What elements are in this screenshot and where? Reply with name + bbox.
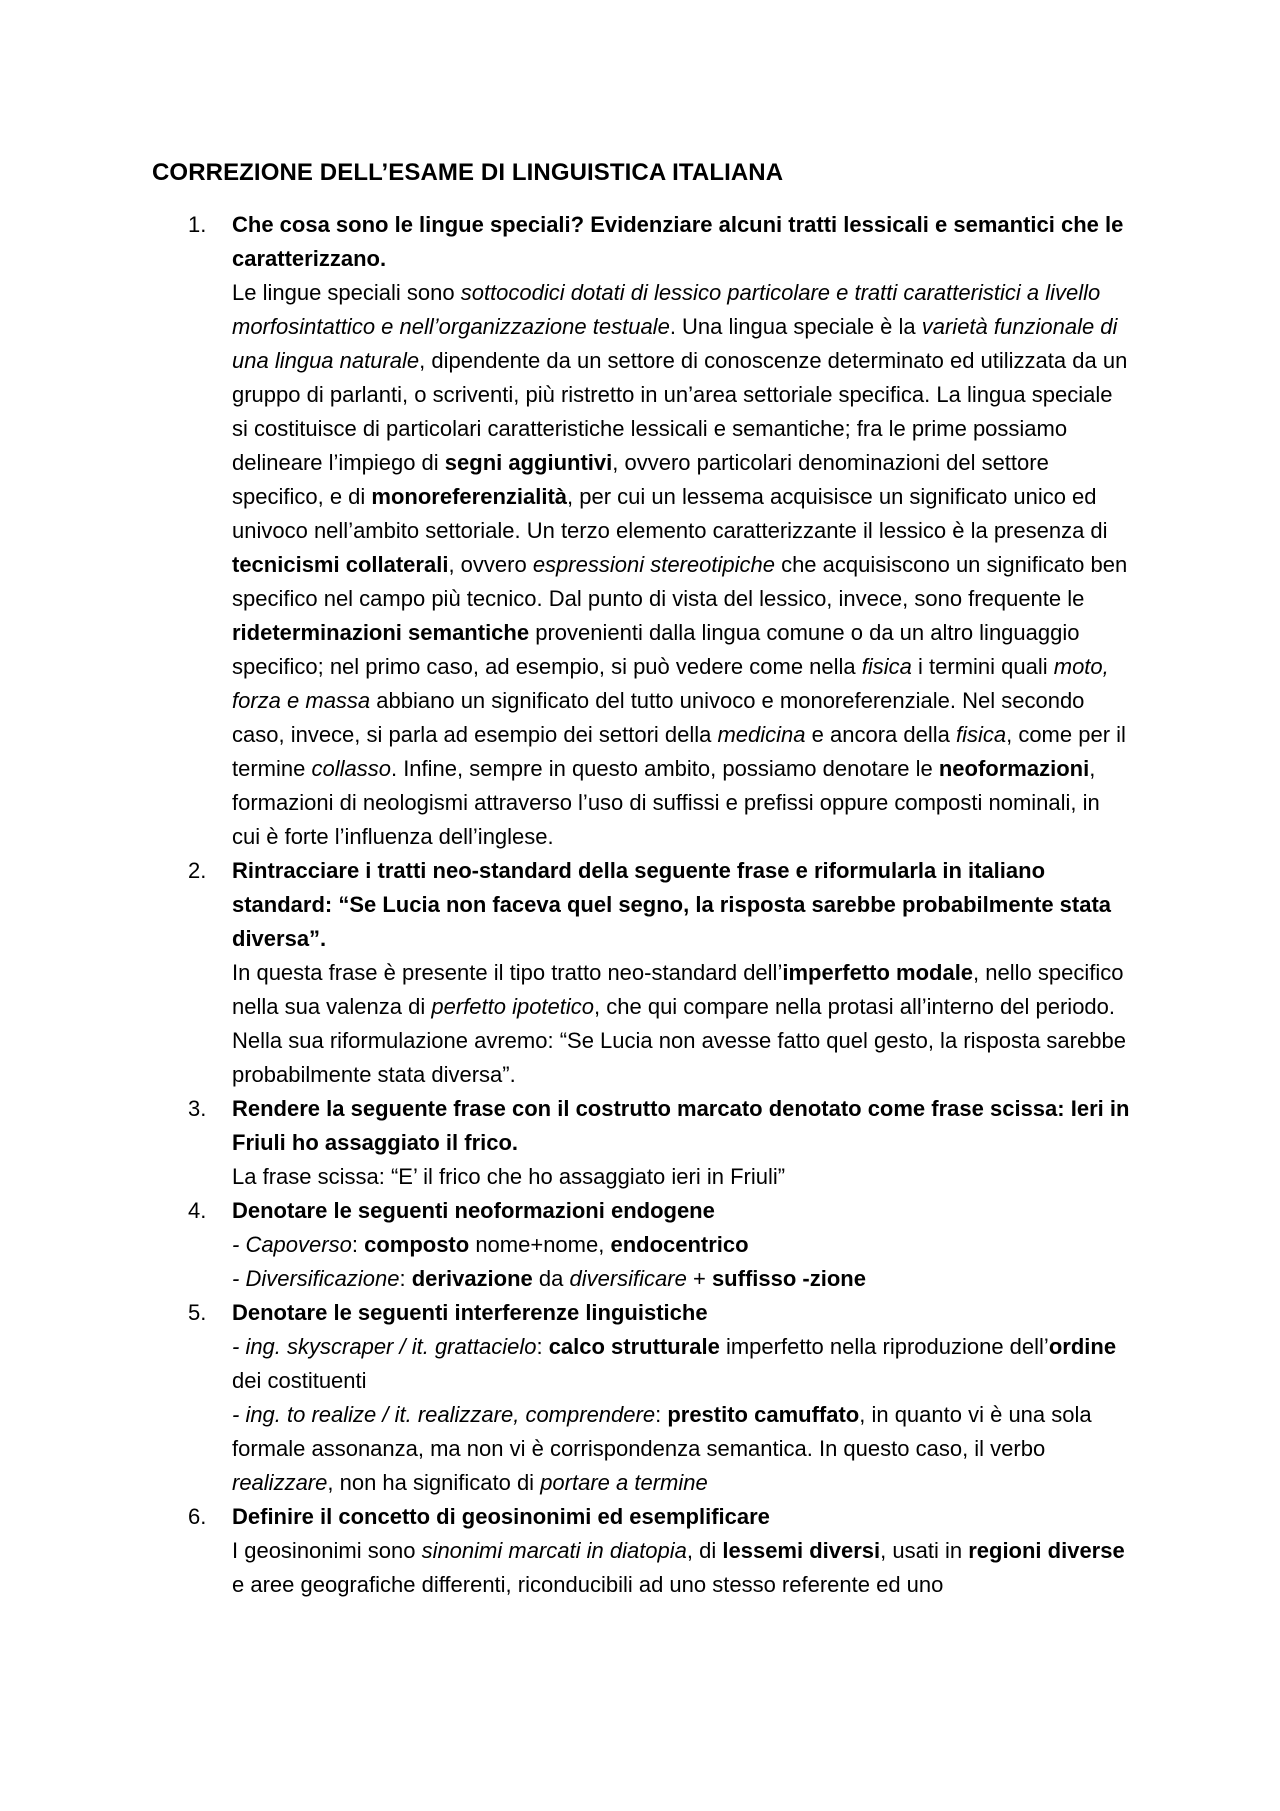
- answer-text: Le lingue speciali sono sottocodici dotati di lessico particolare e tratti caratteristici a livello morfosintattico e nell’organizzazione testuale. Una lingua speciale è la varietà funzionale di una lingua naturale, dipendente da un settore di conoscenze determinato ed utilizzata da un gruppo di parlanti, o scriventi, più ristretto in un’area settoriale specifica. La lingua speciale si costituisce di particolari caratteristiche lessicali e semantiche; fra le prime possiamo delineare l’impiego di segni aggiuntivi, ovvero particolari denominazioni del settore specifico, e di monoreferenzialità, per cui un lessema acquisisce un significato unico ed univoco nell’ambito settoriale. Un terzo elemento caratterizzante il lessico è la presenza di tecnicismi collaterali, ovvero espressioni stereotipiche che acquisiscono un significato ben specifico nel campo più tecnico. Dal punto di vista del lessico, invece, sono frequente le rideterminazioni semantiche provenienti dalla lingua comune o da un altro linguaggio specifico; nel primo caso, ad esempio, si può vedere come nella fisica i termini quali moto, forza e massa abbiano un significato del tutto univoco e monoreferenziale. Nel secondo caso, invece, si parla ad esempio dei settori della medicina e ancora della fisica, come per il termine collasso. Infine, sempre in questo ambito, possiamo denotare le neoformazioni, formazioni di neologismi attraverso l’uso di suffissi e prefissi oppure composti nominali, in cui è forte l’influenza dell’inglese.: [232, 280, 1128, 849]
- answer-line: - Diversificazione: derivazione da diversificare + suffisso -zione: [232, 1266, 866, 1291]
- list-item-1: [152, 208, 1132, 854]
- item-number: 1.: [188, 212, 207, 237]
- list-item-2: [152, 854, 1132, 1092]
- answer-text: I geosinonimi sono sinonimi marcati in diatopia, di lessemi diversi, usati in regioni diverse e aree geografiche differenti, riconducibili ad uno stesso referente ed uno: [232, 1538, 1125, 1597]
- answer-line: - ing. to realize / it. realizzare, comprendere: prestito camuffato, in quanto vi è una sola formale assonanza, ma non vi è corrispondenza semantica. In questo caso, il verbo realizzare, non ha significato di portare a termine: [232, 1402, 1092, 1495]
- item-number: 4.: [188, 1198, 207, 1223]
- question-text: Definire il concetto di geosinonimi ed esemplificare: [232, 1504, 770, 1529]
- item-number: 3.: [188, 1096, 207, 1121]
- question-list: [152, 208, 1132, 1602]
- question-text: Denotare le seguenti neoformazioni endogene: [232, 1198, 715, 1223]
- question-text: Denotare le seguenti interferenze linguistiche: [232, 1300, 708, 1325]
- document-title: CORREZIONE DELL’ESAME DI LINGUISTICA ITALIANA: [152, 159, 784, 186]
- answer-line: - Capoverso: composto nome+nome, endocentrico: [232, 1232, 749, 1257]
- question-text: Rendere la seguente frase con il costrutto marcato denotato come frase scissa: Ieri in Friuli ho assaggiato il frico.: [232, 1096, 1130, 1155]
- list-item-6: [152, 1500, 1132, 1602]
- item-number: 6.: [188, 1504, 207, 1529]
- list-item-4: [152, 1194, 1132, 1296]
- item-number: 5.: [188, 1300, 207, 1325]
- list-item-5: [152, 1296, 1132, 1500]
- item-number: 2.: [188, 858, 207, 883]
- answer-text: La frase scissa: “E’ il frico che ho assaggiato ieri in Friuli”: [232, 1164, 786, 1189]
- answer-text: In questa frase è presente il tipo tratto neo-standard dell’imperfetto modale, nello specifico nella sua valenza di perfetto ipotetico, che qui compare nella protasi all’interno del periodo. Nella sua riformulazione avremo: “Se Lucia non avesse fatto quel gesto, la risposta sarebbe probabilmente stata diversa”.: [232, 960, 1126, 1087]
- list-item-3: [152, 1092, 1132, 1194]
- answer-line: - ing. skyscraper / it. grattacielo: calco strutturale imperfetto nella riproduzione dell’ordine dei costituenti: [232, 1334, 1117, 1393]
- question-text: Rintracciare i tratti neo-standard della seguente frase e riformularla in italiano standard: “Se Lucia non faceva quel segno, la risposta sarebbe probabilmente stata diversa”.: [232, 858, 1112, 951]
- question-text: Che cosa sono le lingue speciali? Evidenziare alcuni tratti lessicali e semantici che le caratterizzano.: [232, 212, 1124, 271]
